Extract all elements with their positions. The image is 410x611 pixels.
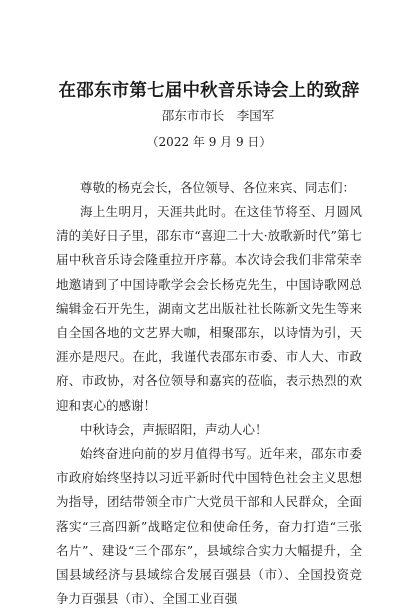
speech-date: （2022 年 9 月 9 日） <box>146 135 272 149</box>
salutation: 尊敬的杨克会长，各位领导、各位来宾、同志们： <box>80 180 356 195</box>
author-byline: 邵东市市长 李国军 <box>161 108 275 123</box>
body-paragraph-1: 海上生明月，天涯共此时。在这佳节将至、月圆风清的美好日子里，邵东市“喜迎二十大·放歌新时代”第七届中秋音乐诗会隆重拉开序幕。本次诗会我们非常荣幸地邀请到了中国诗歌学会会长杨克先生，中国诗歌网总编辑金石开先生，湖南文艺出版社社长陈新文先生等来自全国各地的文艺界大咖，相聚邵东，以诗情为引，天涯亦是咫尺。在此，我谨代表邵东市委、市人大、市政府、市政协，对各位领导和嘉宾的莅临，表示热烈的欢迎和衷心的感谢！ <box>56 204 362 413</box>
body-paragraph-2: 中秋诗会，声振昭阳，声动人心！ <box>80 421 268 437</box>
document-title: 在邵东市第七届中秋音乐诗会上的致辞 <box>58 81 360 101</box>
body-paragraph-3: 始终奋进向前的岁月值得书写。近年来，邵东市委市政府始终坚持以习近平新时代中国特色社会主义思想为指导，团结带领全市广大党员干部和人民群众，全面落实“三高四新”战略定位和使命任务，奋力打造“三张名片”、建设“三个邵东”，县域综合实力大幅提升，全国县域经济与县域综合发展百强县（市）、全国投资竞争力百强县（市）、全国工业百强 <box>56 446 362 607</box>
